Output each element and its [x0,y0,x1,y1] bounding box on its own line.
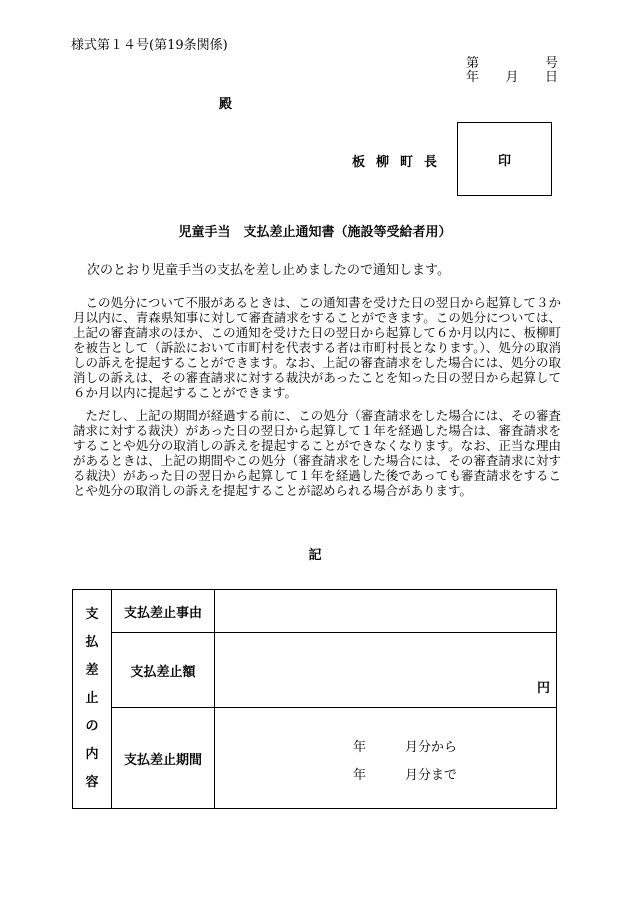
section-char: 払 [85,635,99,650]
amount-value [215,633,557,708]
seal-label: 印 [497,153,511,169]
reason-value [215,590,557,633]
period-label: 支払差止期間 [112,708,215,809]
period-from [353,736,457,755]
section-char: 差 [85,663,99,678]
lead-sentence: 次のとおり児童手当の支払を差し止めましたので通知します。 [87,263,450,278]
period-value [215,708,557,809]
ki-heading: 記 [308,548,322,563]
document-date [466,66,558,85]
sender-name: 板柳町長 [352,155,449,170]
section-char: の [85,719,99,734]
appeal-notice-paragraph-1 [73,295,561,400]
document-title: 児童手当 支払差止通知書（施設等受給者用） [178,225,452,240]
period-from-year: 年 [353,740,367,755]
period-to-year: 年 [353,768,367,783]
doc-number-gou: 号 [544,56,558,71]
reason-label: 支払差止事由 [112,590,215,633]
date-year: 年 [466,70,480,85]
appeal-notice-text-1: この処分について不服があるときは、この通知書を受けた日の翌日から起算して３か月以内に、青森県知事に対して審査請求をすることができます。この処分については、上記の審査請求のほか、この通知を受けた日の翌日から起算して６か月以内に、板柳町を被告として（訴訟において市町村を代表する者は市町村長となります。）、処分の取消しの訴えを提起することができます。なお、上記の審査請求をした場合には、処分の取消しの訴えは、その審査請求に対する裁決があったことを知った日の翌日から起算して６か月以内に提起することができます。 [73,295,561,400]
suspension-details-table [72,589,557,809]
date-day: 日 [544,70,558,85]
amount-label: 支払差止額 [112,633,215,708]
section-char: 内 [85,747,99,762]
section-char: 容 [85,775,99,790]
addressee-suffix: 殿 [219,97,233,112]
section-char: 止 [85,691,99,706]
period-to [353,764,457,783]
appeal-notice-paragraph-2 [73,408,561,498]
seal-box [457,122,552,196]
amount-unit: 円 [536,681,550,696]
form-number: 様式第１４号(第19条関係) [71,38,228,53]
section-heading-vertical [73,590,112,809]
appeal-notice-text-2: ただし、上記の期間が経過する前に、この処分（審査請求をした場合には、その審査請求に対する裁決）があった日の翌日から起算して１年を経過した場合は、審査請求をすることや処分の取消しの訴えを提起することができなくなります。なお、正当な理由があるときは、上記の期間やこの処分（審査請求をした場合には、その審査請求に対する裁決）があった日の翌日から起算して１年を経過した後であっても審査請求をすることや処分の取消しの訴えを提起することが認められる場合があります。 [73,408,561,498]
date-month: 月 [505,70,519,85]
doc-number-dai: 第 [466,56,480,71]
section-char: 支 [85,607,99,622]
period-to-month: 月分まで [405,768,458,783]
period-from-month: 月分から [405,740,458,755]
